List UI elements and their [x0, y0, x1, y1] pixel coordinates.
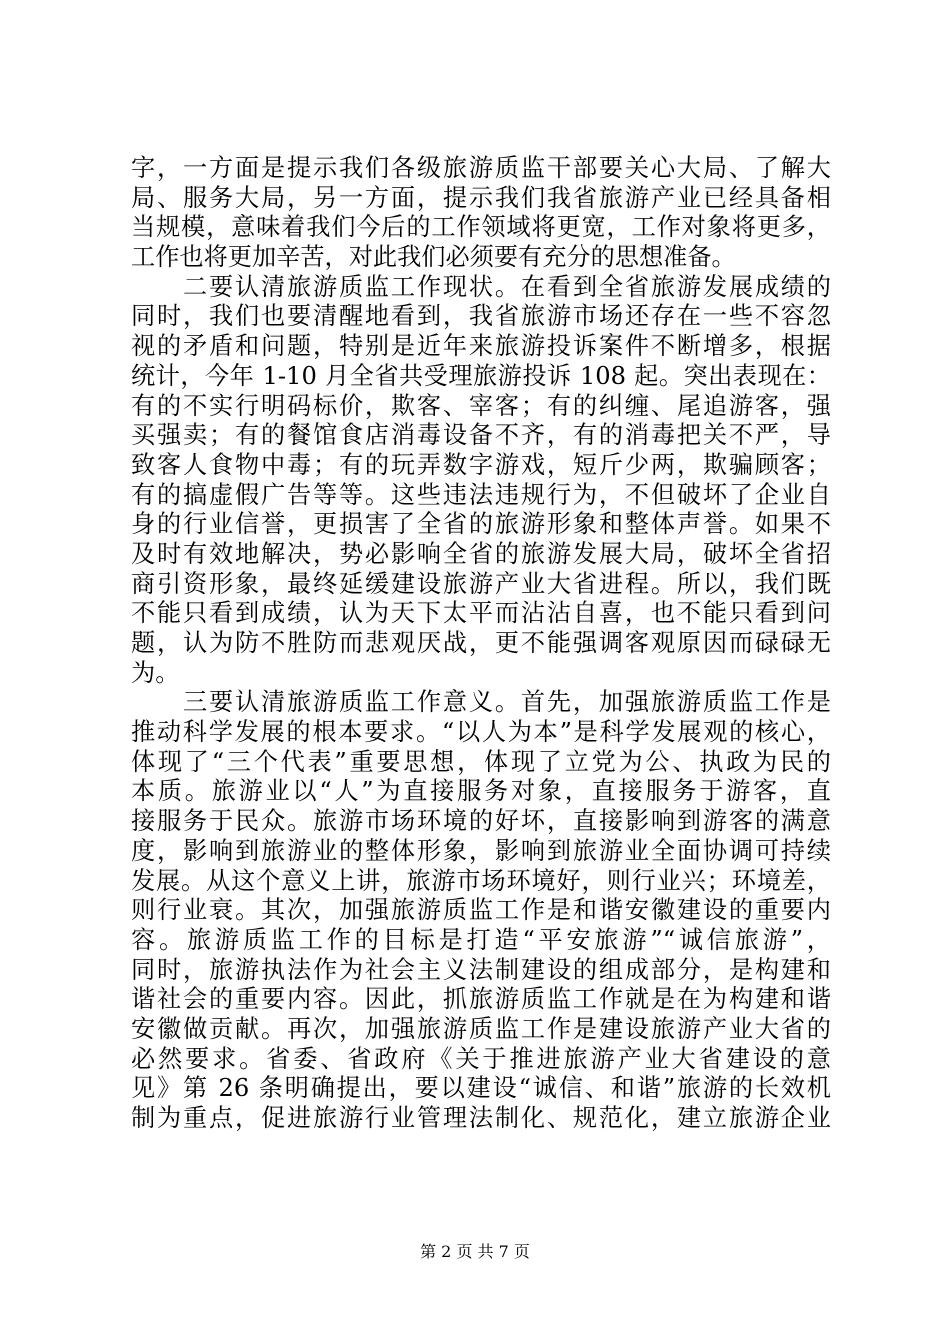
text-line: 谐社会的重要内容。因此，抓旅游质监工作就是在为构建和谐 — [131, 985, 831, 1014]
text-line: 见》第 26 条明确提出，要以建设“诚信、和谐”旅游的长效机 — [131, 1074, 831, 1103]
text-line: 不能只看到成绩，认为天下太平而沾沾自喜，也不能只看到问 — [131, 599, 831, 628]
text-line: 当规模，意味着我们今后的工作领域将更宽，工作对象将更多， — [131, 213, 831, 242]
text-line: 推动科学发展的根本要求。“以人为本”是科学发展观的核心， — [131, 718, 831, 747]
text-line: 身的行业信誉，更损害了全省的旅游形象和整体声誉。如果不 — [131, 510, 831, 539]
text-line: 为。 — [131, 658, 180, 687]
text-line: 同时，旅游执法作为社会主义法制建设的组成部分，是构建和 — [131, 955, 831, 984]
text-line: 工作也将更加辛苦，对此我们必须要有充分的思想准备。 — [131, 243, 736, 272]
text-line: 度，影响到旅游业的整体形象，影响到旅游业全面协调可持续 — [131, 836, 831, 865]
text-line: 体现了“三个代表”重要思想，体现了立党为公、执政为民的 — [131, 747, 831, 776]
text-line: 局、服务大局，另一方面，提示我们我省旅游产业已经具备相 — [131, 183, 831, 212]
text-line: 统计，今年 1-10 月全省共受理旅游投诉 108 起。突出表现在： — [131, 361, 831, 390]
text-line: 本质。旅游业以“人”为直接服务对象，直接服务于游客，直 — [131, 777, 831, 806]
text-line: 题，认为防不胜防而悲观厌战，更不能强调客观原因而碌碌无 — [131, 629, 831, 657]
text-line: 同时，我们也要清醒地看到，我省旅游市场还存在一些不容忽 — [131, 302, 831, 331]
text-line: 容。旅游质监工作的目标是打造“平安旅游”“诚信旅游”， — [131, 925, 831, 954]
text-line: 买强卖；有的餐馆食店消毒设备不齐，有的消毒把关不严，导 — [131, 421, 831, 450]
text-line: 有的不实行明码标价，欺客、宰客；有的纠缠、尾追游客，强 — [131, 391, 831, 420]
text-line: 字，一方面是提示我们各级旅游质监干部要关心大局、了解大 — [131, 154, 831, 182]
text-line: 制为重点，促进旅游行业管理法制化、规范化，建立旅游企业 — [131, 1104, 831, 1132]
text-line: 三要认清旅游质监工作意义。首先，加强旅游质监工作是 — [131, 688, 831, 717]
text-line: 接服务于民众。旅游市场环境的好坏，直接影响到游客的满意 — [131, 807, 831, 836]
body-text — [131, 154, 831, 1134]
text-line: 安徽做贡献。再次，加强旅游质监工作是建设旅游产业大省的 — [131, 1014, 831, 1043]
text-line: 视的矛盾和问题，特别是近年来旅游投诉案件不断增多，根据 — [131, 332, 831, 361]
text-line: 商引资形象，最终延缓建设旅游产业大省进程。所以，我们既 — [131, 569, 831, 598]
text-line: 致客人食物中毒；有的玩弄数字游戏，短斤少两，欺骗顾客； — [131, 450, 831, 479]
text-line: 及时有效地解决，势必影响全省的旅游发展大局，破坏全省招 — [131, 539, 831, 568]
text-line: 二要认清旅游质监工作现状。在看到全省旅游发展成绩的 — [131, 272, 831, 301]
text-line: 发展。从这个意义上讲，旅游市场环境好，则行业兴；环境差， — [131, 866, 831, 895]
text-line: 有的搞虚假广告等等。这些违法违规行为，不但破坏了企业自 — [131, 480, 831, 509]
page-footer: 第 2 页 共 7 页 — [420, 1242, 530, 1261]
text-line: 必然要求。省委、省政府《关于推进旅游产业大省建设的意 — [131, 1044, 831, 1073]
text-line: 则行业衰。其次，加强旅游质监工作是和谐安徽建设的重要内 — [131, 896, 831, 925]
